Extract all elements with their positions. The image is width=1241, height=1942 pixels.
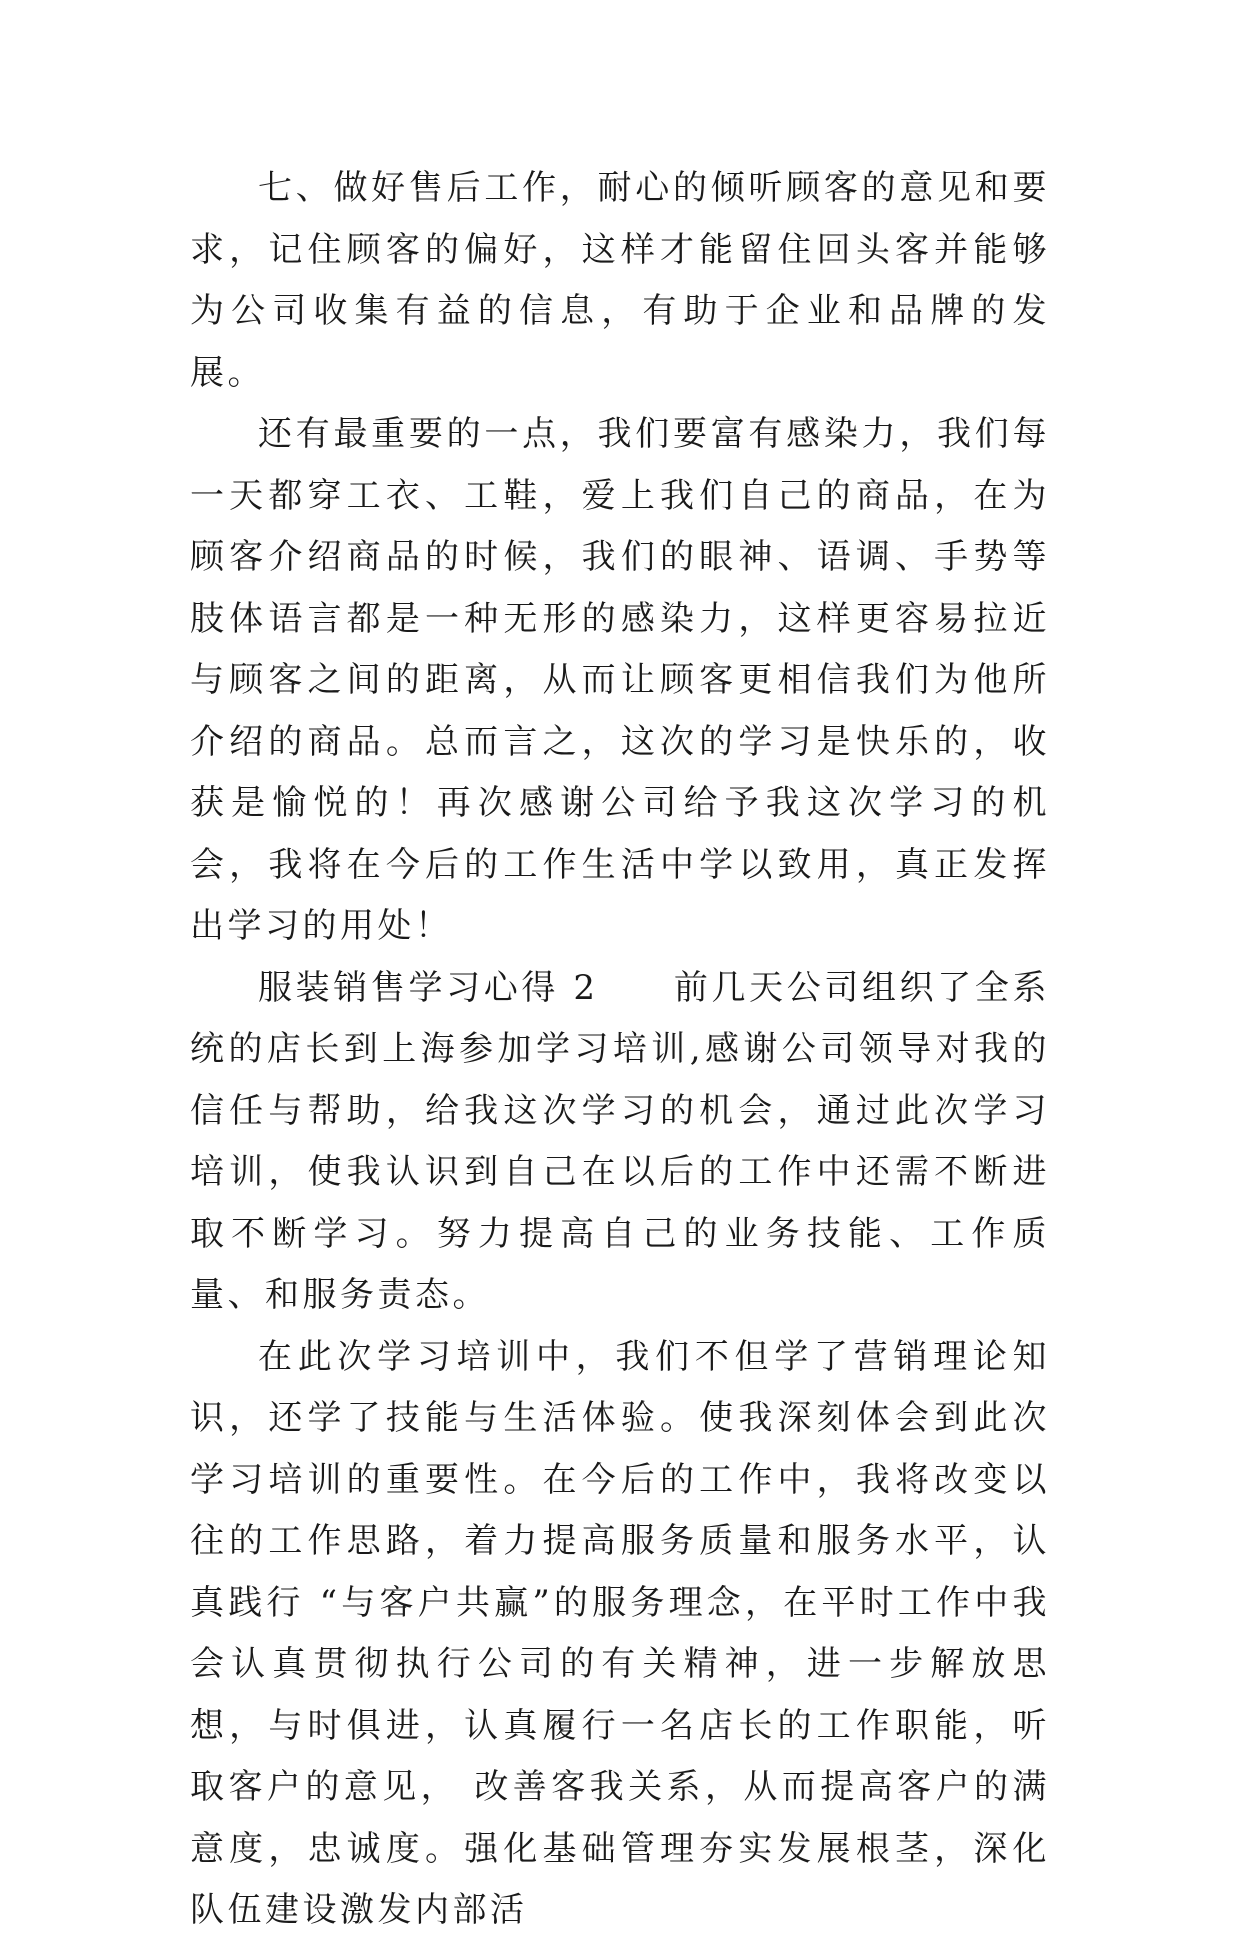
paragraph-after-sales: 七、做好售后工作，耐心的倾听顾客的意见和要求，记住顾客的偏好，这样才能留住回头客并能够为公司收集有益的信息，有助于企业和品牌的发展。: [190, 168, 1050, 393]
paragraph-section-2-intro: 服装销售学习心得 2 前几天公司组织了全系统的店长到上海参加学习培训,感谢公司领导对我的信任与帮助，给我这次学习的机会，通过此次学习培训，使我认识到自己在以后的工作中还需不断进取不断学习。努力提高自己的业务技能、工作质量、和服务责态。: [190, 967, 1050, 1315]
document-body: [190, 158, 1050, 1942]
paragraph-influence: 还有最重要的一点，我们要富有感染力，我们每一天都穿工衣、工鞋，爱上我们自己的商品，在为顾客介绍商品的时候，我们的眼神、语调、手势等肢体语言都是一种无形的感染力，这样更容易拉近与顾客之间的距离，从而让顾客更相信我们为他所介绍的商品。总而言之，这次的学习是快乐的，收获是愉悦的！再次感谢公司给予我这次学习的机会，我将在今后的工作生活中学以致用，真正发挥出学习的用处！: [190, 414, 1050, 946]
paragraph-training-reflection: 在此次学习培训中，我们不但学了营销理论知识，还学了技能与生活体验。使我深刻体会到此次学习培训的重要性。在今后的工作中，我将改变以往的工作思路，着力提高服务质量和服务水平，认真践行 “与客户共赢”的服务理念，在平时工作中我会认真贯彻执行公司的有关精神，进一步解放思想，与时俱进，认真履行一名店长的工作职能，听取客户的意见， 改善客我关系，从而提高客户的满意度，忠诚度。强化基础管理夯实发展根茎，深化队伍建设激发内部活: [190, 1336, 1050, 1930]
